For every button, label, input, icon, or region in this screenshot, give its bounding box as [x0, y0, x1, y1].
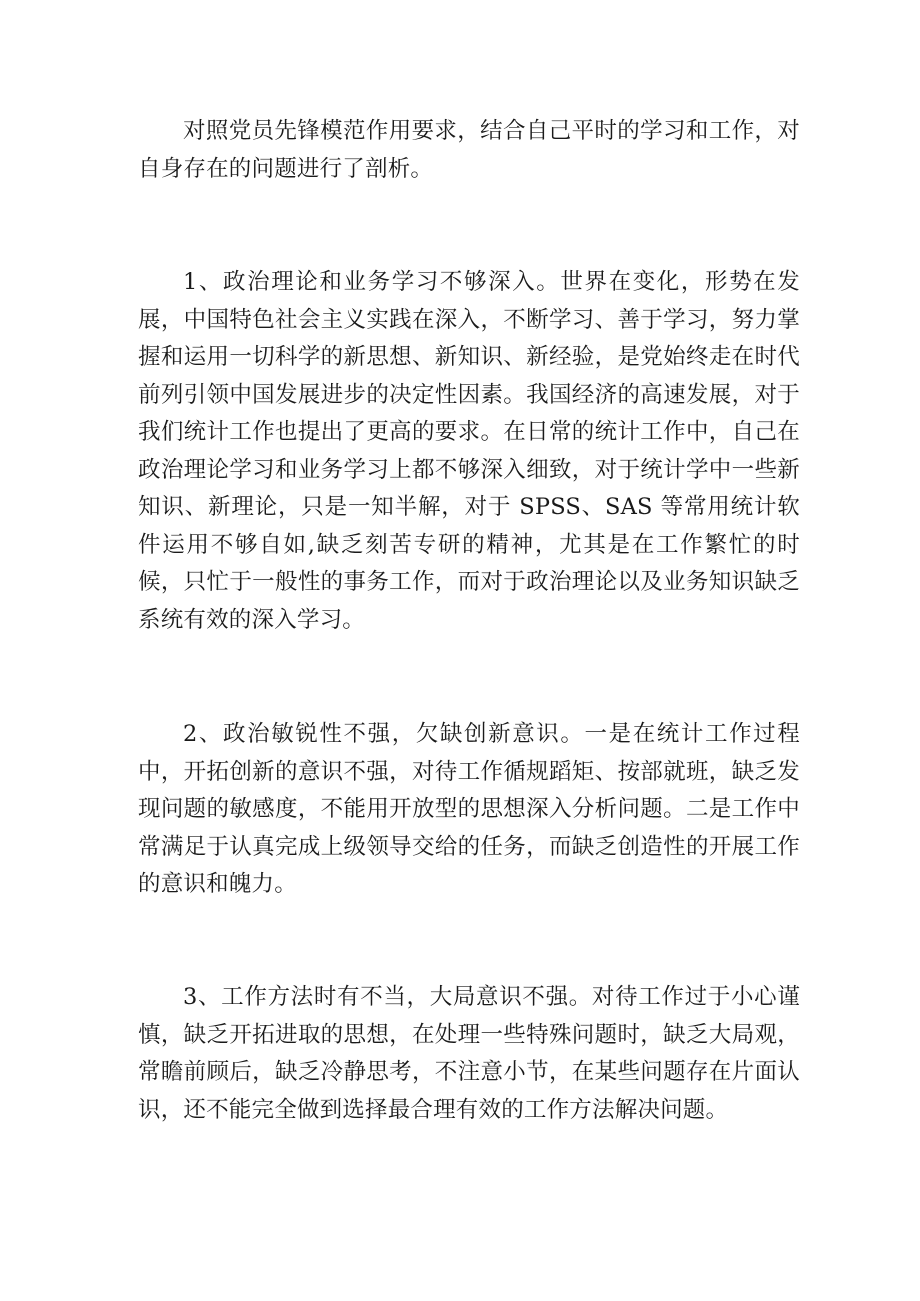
paragraph-issue-1: 1、政治理论和业务学习不够深入。世界在变化，形势在发展，中国特色社会主义实践在深入，不断学习、善于学习，努力掌握和运用一切科学的新思想、新知识、新经验，是党始终走在时代前列引领中国发展进步的决定性因素。我国经济的高速发展，对于我们统计工作也提出了更高的要求。在日常的统计工作中，自己在政治理论学习和业务学习上都不够深入细致，对于统计学中一些新知识、新理论，只是一知半解，对于 SPSS、SAS 等常用统计软件运用不够自如,缺乏刻苦专研的精神，尤其是在工作繁忙的时候，只忙于一般性的事务工作，而对于政治理论以及业务知识缺乏系统有效的深入学习。 — [138, 269, 800, 633]
paragraph-issue-3: 3、工作方法时有不当，大局意识不强。对待工作过于小心谨慎，缺乏开拓进取的思想，在处理一些特殊问题时，缺乏大局观，常瞻前顾后，缺乏冷静思考，不注意小节，在某些问题存在片面认识，还不能完全做到选择最合理有效的工作方法解决问题。 — [138, 984, 800, 1123]
paragraph-issue-2: 2、政治敏锐性不强，欠缺创新意识。一是在统计工作过程中，开拓创新的意识不强，对待工作循规蹈矩、按部就班，缺乏发现问题的敏感度，不能用开放型的思想深入分析问题。二是工作中常满足于认真完成上级领导交给的任务，而缺乏创造性的开展工作的意识和魄力。 — [138, 721, 800, 897]
paragraph-intro: 对照党员先锋模范作用要求，结合自己平时的学习和工作，对自身存在的问题进行了剖析。 — [138, 118, 800, 182]
